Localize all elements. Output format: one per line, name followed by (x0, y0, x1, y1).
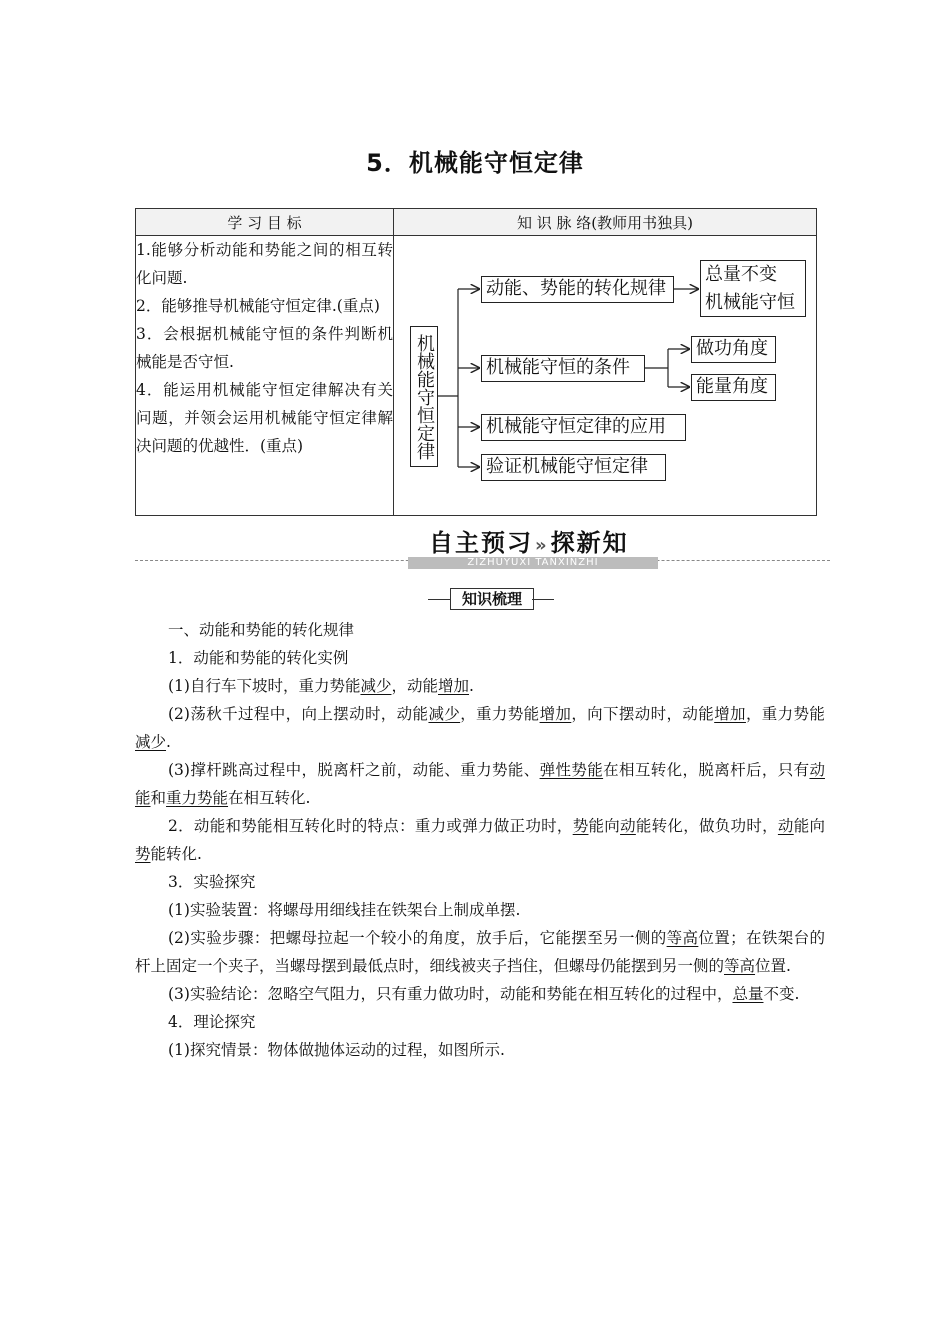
paragraph: (1)探究情景：物体做抛体运动的过程，如图所示. (168, 1041, 505, 1059)
tag-line-right (532, 599, 554, 600)
map-root: 机械能守恒定律 (410, 326, 438, 467)
answer-blank: 增加 (539, 705, 572, 723)
answer-blank: 重力势能 (166, 789, 229, 807)
section-tag (428, 588, 554, 610)
goals-cell (136, 236, 394, 516)
answer-blank: 增加 (714, 705, 746, 723)
answer-blank: 减少 (428, 705, 461, 723)
map-leaf: 能量角度 (691, 374, 776, 401)
answer-blank: 动能 (135, 761, 825, 807)
section-tag-label: 知识梳理 (450, 588, 534, 610)
map-branch: 机械能守恒定律的应用 (481, 414, 686, 441)
goal-item: 3．会根据机械能守恒的条件判断机械能是否守恒. (136, 325, 393, 371)
goal-item: 1.能够分析动能和势能之间的相互转化问题. (136, 241, 393, 287)
banner-left: 自主预习 (429, 529, 533, 557)
goal-item: 2．能够推导机械能守恒定律.(重点) (136, 297, 380, 315)
subheading: 4．理论探究 (168, 1013, 256, 1031)
chevron-right-icon: » (535, 535, 549, 556)
goal-item: 4．能运用机械能守恒定律解决有关问题，并领会运用机械能守恒定律解决问题的优越性．(重点) (136, 381, 393, 455)
paragraph: (2)实验步骤：把螺母拉起一个较小的角度，放手后，它能摆至另一侧的等高位置；在铁架台的杆上固定一个夹子，当螺母摆到最低点时，细线被夹子挡住，但螺母仍能摆到另一侧的等高位置. (135, 929, 825, 975)
map-leaf (700, 260, 806, 317)
knowledge-map-cell (394, 236, 817, 516)
subheading: 3．实验探究 (168, 873, 256, 891)
map-branch: 动能、势能的转化规律 (481, 276, 674, 303)
answer-blank: 动 (777, 817, 794, 835)
banner-right: 探新知 (550, 529, 629, 557)
answer-blank: 势 (135, 845, 151, 863)
heading-1: 一、动能和势能的转化规律 (168, 621, 355, 639)
map-branch: 验证机械能守恒定律 (481, 454, 666, 481)
paragraph: (2)荡秋千过程中，向上摆动时，动能减少，重力势能增加，向下摆动时，动能增加，重力势能减少. (135, 705, 825, 751)
subheading: 1．动能和势能的转化实例 (168, 649, 349, 667)
answer-blank: 减少 (135, 733, 167, 751)
page-title: 5．机械能守恒定律 (366, 149, 584, 177)
answer-blank: 增加 (438, 677, 470, 695)
paragraph: (1)自行车下坡时，重力势能减少，动能增加. (168, 677, 474, 695)
answer-blank: 弹性势能 (539, 761, 604, 779)
body-content (135, 616, 825, 1064)
tag-line-left (428, 599, 450, 600)
header-knowledge-map: 知 识 脉 络(教师用书独具) (394, 209, 817, 236)
map-branch: 机械能守恒的条件 (481, 355, 645, 382)
paragraph: (3)撑杆跳高过程中，脱离杆之前，动能、重力势能、弹性势能在相互转化，脱离杆后，只有动能和重力势能在相互转化. (135, 761, 825, 807)
paragraph: (3)实验结论：忽略空气阻力，只有重力做功时，动能和势能在相互转化的过程中，总量不变. (168, 985, 800, 1003)
header-learning-goals: 学 习 目 标 (136, 209, 394, 236)
paragraph: 2．动能和势能相互转化时的特点：重力或弹力做正功时，势能向动能转化，做负功时，动能向势能转化. (135, 817, 825, 863)
objectives-table (135, 208, 817, 516)
banner-subtitle: ZIZHUYUXI TANXINZHI (408, 557, 658, 569)
map-leaf: 做功角度 (691, 336, 776, 363)
answer-blank: 动 (620, 817, 636, 835)
map-leaf-line: 机械能守恒 (705, 292, 795, 313)
answer-blank: 等高 (724, 957, 756, 975)
answer-blank: 总量 (732, 985, 764, 1003)
answer-blank: 势 (572, 817, 589, 835)
map-leaf-line: 总量不变 (705, 264, 777, 285)
section-banner (425, 523, 633, 558)
answer-blank: 减少 (360, 677, 392, 695)
answer-blank: 等高 (666, 929, 699, 947)
paragraph: (1)实验装置：将螺母用细线挂在铁架台上制成单摆. (168, 901, 521, 919)
